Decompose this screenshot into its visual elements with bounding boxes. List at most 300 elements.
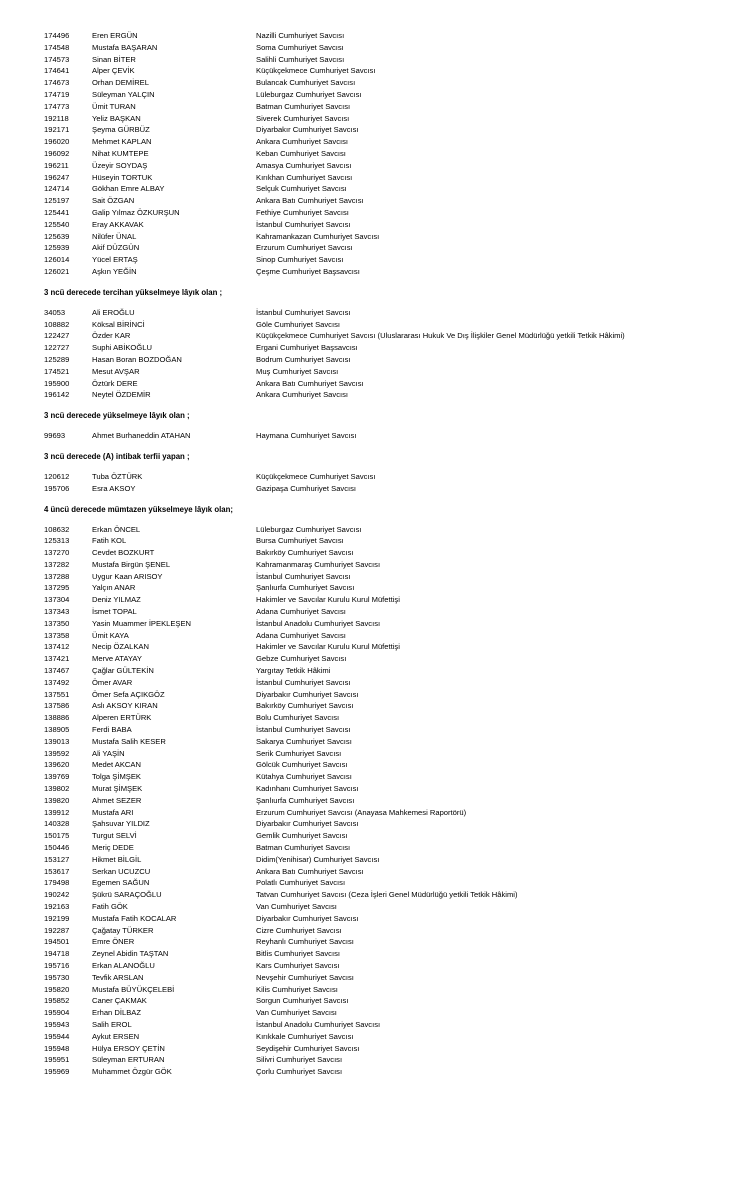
list-item — [0, 712, 746, 724]
position-title: Kırıkkale Cumhuriyet Savcısı — [256, 1031, 354, 1041]
registry-number: 195900 — [44, 378, 70, 388]
registry-number: 125639 — [44, 231, 70, 241]
list-item — [0, 759, 746, 771]
registry-number: 137412 — [44, 642, 70, 652]
list-item — [0, 677, 746, 689]
list-item — [0, 807, 746, 819]
list-item — [0, 972, 746, 984]
person-name: Gökhan Emre ALBAY — [92, 184, 165, 194]
person-name: Ümit TURAN — [92, 101, 136, 111]
position-title: Bakırköy Cumhuriyet Savcısı — [256, 701, 354, 711]
list-item — [0, 101, 746, 113]
list-item — [0, 148, 746, 160]
list-item — [0, 30, 746, 42]
list-item — [0, 195, 746, 207]
registry-number: 195904 — [44, 1008, 70, 1018]
registry-number: 34053 — [44, 307, 66, 317]
person-name: Sait ÖZGAN — [92, 196, 135, 206]
person-name: Köksal BİRİNCİ — [92, 319, 145, 329]
list-item — [0, 266, 746, 278]
person-name: Çağatay TÜRKER — [92, 925, 154, 935]
registry-number: 153617 — [44, 866, 70, 876]
position-title: Kilis Cumhuriyet Savcısı — [256, 984, 338, 994]
registry-number: 196247 — [44, 172, 70, 182]
registry-number: 179498 — [44, 878, 70, 888]
list-item — [0, 319, 746, 331]
registry-number: 137295 — [44, 583, 70, 593]
position-title: Seydişehir Cumhuriyet Savcısı — [256, 1043, 360, 1053]
position-title: Küçükçekmece Cumhuriyet Savcısı — [256, 66, 376, 76]
list-item — [0, 54, 746, 66]
registry-number: 150175 — [44, 831, 70, 841]
position-title: Çeşme Cumhuriyet Başsavcısı — [256, 266, 360, 276]
person-name: Mustafa BÜYÜKÇELEBİ — [92, 984, 175, 994]
registry-number: 137288 — [44, 571, 70, 581]
list-item — [0, 700, 746, 712]
person-name: Hüseyin TORTUK — [92, 172, 153, 182]
position-title: Gölcük Cumhuriyet Savcısı — [256, 760, 348, 770]
position-title: Nazilli Cumhuriyet Savcısı — [256, 31, 345, 40]
registry-number: 174773 — [44, 101, 70, 111]
person-name: Necip ÖZALKAN — [92, 642, 149, 652]
person-name: Nilüfer ÜNAL — [92, 231, 137, 241]
section-heading: 3 ncü derecede yükselmeye lâyık olan ; — [44, 411, 190, 421]
person-name: Esra AKSOY — [92, 483, 136, 493]
list-item — [0, 748, 746, 760]
registry-number: 195852 — [44, 996, 70, 1006]
position-title: Lüleburgaz Cumhuriyet Savcısı — [256, 524, 362, 534]
list-item — [0, 547, 746, 559]
person-name: Alper ÇEVİK — [92, 66, 135, 76]
position-title: Nevşehir Cumhuriyet Savcısı — [256, 972, 354, 982]
position-title: Şanlıurfa Cumhuriyet Savcısı — [256, 583, 355, 593]
position-title: Adana Cumhuriyet Savcısı — [256, 607, 346, 617]
person-name: Mustafa ARI — [92, 807, 134, 817]
list-item — [0, 207, 746, 219]
position-title: Şanlıurfa Cumhuriyet Savcısı — [256, 795, 355, 805]
position-title: Fethiye Cumhuriyet Savcısı — [256, 207, 349, 217]
list-item — [0, 689, 746, 701]
list-item — [0, 254, 746, 266]
position-title: Kadınhanı Cumhuriyet Savcısı — [256, 784, 359, 794]
position-title: İstanbul Cumhuriyet Savcısı — [256, 571, 351, 581]
list-item — [0, 889, 746, 901]
position-title: Cizre Cumhuriyet Savcısı — [256, 925, 342, 935]
registry-number: 124714 — [44, 184, 70, 194]
person-name: Uygur Kaan ARISOY — [92, 571, 163, 581]
list-item — [0, 1066, 746, 1078]
position-title: Gazipaşa Cumhuriyet Savcısı — [256, 483, 357, 493]
position-title: Van Cumhuriyet Savcısı — [256, 1008, 337, 1018]
person-name: Yasin Muammer İPEKLEŞEN — [92, 618, 192, 628]
list-item — [0, 330, 746, 342]
list-item — [0, 594, 746, 606]
position-title: Sorgun Cumhuriyet Savcısı — [256, 996, 349, 1006]
registry-number: 137586 — [44, 701, 70, 711]
list-item — [0, 724, 746, 736]
list-item — [0, 771, 746, 783]
position-title: Bakırköy Cumhuriyet Savcısı — [256, 548, 354, 558]
registry-number: 137358 — [44, 630, 70, 640]
position-title: Ankara Cumhuriyet Savcısı — [256, 137, 349, 147]
person-name: Eray AKKAVAK — [92, 219, 144, 229]
position-title: Kahramanmaraş Cumhuriyet Savcısı — [256, 559, 381, 569]
person-name: Tuba ÖZTÜRK — [92, 471, 143, 481]
list-item — [0, 948, 746, 960]
position-title: İstanbul Anadolu Cumhuriyet Savcısı — [256, 1019, 381, 1029]
list-item — [0, 219, 746, 231]
registry-number: 196211 — [44, 160, 69, 170]
position-title: İstanbul Cumhuriyet Savcısı — [256, 219, 351, 229]
registry-number: 125289 — [44, 354, 70, 364]
position-title: İstanbul Cumhuriyet Savcısı — [256, 725, 351, 735]
position-title: Batman Cumhuriyet Savcısı — [256, 101, 351, 111]
list-item — [0, 242, 746, 254]
person-name: Mustafa Birgün ŞENEL — [92, 559, 171, 569]
list-item — [0, 1054, 746, 1066]
registry-number: 195943 — [44, 1019, 70, 1029]
registry-number: 99693 — [44, 431, 66, 441]
person-name: Yücel ERTAŞ — [92, 255, 138, 265]
registry-number: 150446 — [44, 843, 70, 853]
list-item — [0, 42, 746, 54]
registry-number: 137551 — [44, 689, 70, 699]
position-title: Diyarbakır Cumhuriyet Savcısı — [256, 125, 359, 135]
person-name: Ali YAŞİN — [92, 748, 125, 758]
list-item — [0, 136, 746, 148]
registry-number: 137350 — [44, 618, 70, 628]
list-item — [0, 618, 746, 630]
list-item — [0, 524, 746, 536]
person-name: Caner ÇAKMAK — [92, 996, 147, 1006]
person-name: Mustafa BAŞARAN — [92, 42, 158, 52]
person-name: Salih EROL — [92, 1019, 132, 1029]
list-item — [0, 818, 746, 830]
list-item — [0, 736, 746, 748]
person-name: Çağlar GÜLTEKİN — [92, 666, 154, 676]
position-title: Bodrum Cumhuriyet Savcısı — [256, 354, 351, 364]
position-title: Amasya Cumhuriyet Savcısı — [256, 160, 352, 170]
person-name: Sinan BİTER — [92, 54, 136, 64]
list-item — [0, 1043, 746, 1055]
position-title: Muş Cumhuriyet Savcısı — [256, 366, 339, 376]
position-title: Gemlik Cumhuriyet Savcısı — [256, 831, 348, 841]
person-name: Özder KAR — [92, 331, 131, 341]
position-title: Kars Cumhuriyet Savcısı — [256, 960, 340, 970]
registry-number: 192199 — [44, 913, 70, 923]
list-item — [0, 535, 746, 547]
registry-number: 195716 — [44, 960, 70, 970]
person-name: Ferdi BABA — [92, 725, 132, 735]
person-name: Serkan UCUZCU — [92, 866, 151, 876]
registry-number: 192118 — [44, 113, 69, 123]
person-name: Merve ATAYAY — [92, 654, 142, 664]
registry-number: 196092 — [44, 148, 70, 158]
person-name: Egemen SAĞUN — [92, 878, 150, 888]
list-item — [0, 913, 746, 925]
person-name: Ali EROĞLU — [92, 307, 135, 317]
position-title: Kırıkhan Cumhuriyet Savcısı — [256, 172, 353, 182]
position-title: Erzurum Cumhuriyet Savcısı (Anayasa Mahkemesi Raportörü) — [256, 807, 467, 817]
position-title: Tatvan Cumhuriyet Savcısı (Ceza İşleri Genel Müdürlüğü yetkili Tetkik Hâkimi) — [256, 890, 518, 900]
registry-number: 139820 — [44, 795, 70, 805]
registry-number: 195948 — [44, 1043, 70, 1053]
position-title: Erzurum Cumhuriyet Savcısı — [256, 243, 353, 253]
person-name: Aslı AKSOY KIRAN — [92, 701, 158, 711]
person-name: Şükrü SARAÇOĞLU — [92, 890, 162, 900]
registry-number: 137282 — [44, 559, 70, 569]
list-item — [0, 866, 746, 878]
person-name: Erkan ALANOĞLU — [92, 960, 155, 970]
registry-number: 139912 — [44, 807, 70, 817]
list-item — [0, 936, 746, 948]
position-title: İstanbul Cumhuriyet Savcısı — [256, 677, 351, 687]
position-title: Haymana Cumhuriyet Savcısı — [256, 431, 357, 441]
list-item — [0, 783, 746, 795]
position-title: Adana Cumhuriyet Savcısı — [256, 630, 346, 640]
person-name: Fatih GÖK — [92, 902, 128, 911]
list-item — [0, 471, 746, 483]
position-title: Ergani Cumhuriyet Başsavcısı — [256, 343, 358, 353]
registry-number: 137304 — [44, 595, 70, 605]
list-item — [0, 854, 746, 866]
person-name: Deniz YILMAZ — [92, 595, 141, 605]
document-page — [0, 30, 746, 1078]
person-name: Hasan Boran BOZDOĞAN — [92, 354, 182, 364]
list-item — [0, 1007, 746, 1019]
list-item — [0, 842, 746, 854]
registry-number: 192171 — [44, 125, 70, 135]
position-title: İstanbul Cumhuriyet Savcısı — [256, 307, 351, 317]
list-item — [0, 901, 746, 913]
registry-number: 138905 — [44, 725, 70, 735]
registry-number: 137270 — [44, 548, 70, 558]
position-title: Polatlı Cumhuriyet Savcısı — [256, 878, 346, 888]
position-title: Diyarbakır Cumhuriyet Savcısı — [256, 913, 359, 923]
registry-number: 126021 — [44, 266, 70, 276]
list-item — [0, 653, 746, 665]
person-name: Şahsuvar YILDIZ — [92, 819, 150, 829]
position-title: Yargıtay Tetkik Hâkimi — [256, 666, 331, 676]
registry-number: 196142 — [44, 390, 70, 400]
position-title: Serik Cumhuriyet Savcısı — [256, 748, 342, 758]
registry-number: 195944 — [44, 1031, 70, 1041]
person-name: Emre ÖNER — [92, 937, 135, 947]
list-item — [0, 582, 746, 594]
person-name: Erkan ÖNCEL — [92, 524, 141, 534]
person-name: Mustafa Fatih KOCALAR — [92, 913, 177, 923]
registry-number: 195951 — [44, 1055, 70, 1065]
position-title: Diyarbakır Cumhuriyet Savcısı — [256, 819, 359, 829]
registry-number: 190242 — [44, 890, 70, 900]
registry-number: 108632 — [44, 524, 70, 534]
registry-number: 125540 — [44, 219, 70, 229]
person-name: Muhammet Özgür GÖK — [92, 1067, 172, 1077]
position-title: Gebze Cumhuriyet Savcısı — [256, 654, 347, 664]
registry-number: 153127 — [44, 854, 70, 864]
list-item — [0, 877, 746, 889]
list-item — [0, 65, 746, 77]
person-name: Cevdet BOZKURT — [92, 548, 155, 558]
registry-number: 125939 — [44, 243, 70, 253]
person-name: Aşkın YEĞİN — [92, 266, 137, 276]
list-item — [0, 795, 746, 807]
registry-number: 194501 — [44, 937, 70, 947]
registry-number: 174641 — [44, 66, 70, 76]
list-item — [0, 641, 746, 653]
list-item — [0, 77, 746, 89]
person-name: Neytel ÖZDEMİR — [92, 390, 151, 400]
person-name: Tevfik ARSLAN — [92, 972, 144, 982]
registry-number: 174548 — [44, 42, 70, 52]
registry-number: 195730 — [44, 972, 70, 982]
person-name: Orhan DEMİREL — [92, 78, 149, 88]
list-item — [0, 124, 746, 136]
registry-number: 137343 — [44, 607, 70, 617]
position-title: Salihli Cumhuriyet Savcısı — [256, 54, 345, 64]
person-name: Süleyman YALÇIN — [92, 89, 155, 99]
list-item — [0, 483, 746, 495]
position-title: Didim(Yenihisar) Cumhuriyet Savcısı — [256, 854, 380, 864]
list-item — [0, 160, 746, 172]
registry-number: 138886 — [44, 713, 70, 723]
position-title: Hakimler ve Savcılar Kurulu Kurul Müfettişi — [256, 595, 400, 605]
person-name: Suphi ABİKOĞLU — [92, 343, 152, 353]
position-title: Ankara Batı Cumhuriyet Savcısı — [256, 378, 364, 388]
position-title: Bursa Cumhuriyet Savcısı — [256, 536, 344, 546]
list-item — [0, 389, 746, 401]
position-title: Siverek Cumhuriyet Savcısı — [256, 113, 350, 123]
registry-number: 137421 — [44, 654, 70, 664]
position-title: Kahramankazan Cumhuriyet Savcısı — [256, 231, 380, 241]
position-title: Küçükçekmece Cumhuriyet Savcısı (Uluslararası Hukuk Ve Dış İlişkiler Genel Müdürlüğü yetkili Tetkik Hâkimi) — [256, 331, 625, 341]
person-name: Medet AKCAN — [92, 760, 141, 770]
person-name: Şeyma GÜRBÜZ — [92, 125, 150, 135]
list-item — [0, 925, 746, 937]
list-item — [0, 830, 746, 842]
person-name: Üzeyir SOYDAŞ — [92, 160, 148, 170]
person-name: Erhan DİLBAZ — [92, 1008, 141, 1018]
person-name: Süleyman ERTURAN — [92, 1055, 165, 1065]
registry-number: 108882 — [44, 319, 70, 329]
list-item — [0, 183, 746, 195]
position-title: Bulancak Cumhuriyet Savcısı — [256, 78, 356, 88]
list-item — [0, 113, 746, 125]
person-name: Meriç DEDE — [92, 843, 134, 853]
list-item — [0, 89, 746, 101]
list-item — [0, 630, 746, 642]
person-name: Alperen ERTÜRK — [92, 713, 152, 723]
person-name: Turgut SELVİ — [92, 831, 137, 841]
registry-number: 139802 — [44, 784, 70, 794]
list-item — [0, 1019, 746, 1031]
person-name: Nihat KUMTEPE — [92, 148, 149, 158]
person-name: Yalçın ANAR — [92, 583, 136, 593]
position-title: Lüleburgaz Cumhuriyet Savcısı — [256, 89, 362, 99]
position-title: İstanbul Anadolu Cumhuriyet Savcısı — [256, 618, 381, 628]
person-name: Öztürk DERE — [92, 378, 138, 388]
position-title: Silivri Cumhuriyet Savcısı — [256, 1055, 343, 1065]
list-item — [0, 430, 746, 442]
list-item — [0, 366, 746, 378]
position-title: Sinop Cumhuriyet Savcısı — [256, 255, 344, 265]
list-item — [0, 231, 746, 243]
registry-number: 174573 — [44, 54, 70, 64]
person-name: İsmet TOPAL — [92, 607, 137, 617]
position-title: Van Cumhuriyet Savcısı — [256, 902, 337, 911]
person-name: Murat ŞİMŞEK — [92, 784, 143, 794]
person-name: Ümit KAYA — [92, 630, 129, 640]
registry-number: 125313 — [44, 536, 70, 546]
position-title: Reyhanlı Cumhuriyet Savcısı — [256, 937, 354, 947]
position-title: Ankara Batı Cumhuriyet Savcısı — [256, 196, 364, 206]
registry-number: 125197 — [44, 196, 70, 206]
position-title: Hakimler ve Savcılar Kurulu Kurul Müfettişi — [256, 642, 400, 652]
person-name: Hikmet BİLGİL — [92, 854, 142, 864]
person-name: Mustafa Salih KESER — [92, 736, 166, 746]
position-title: Sakarya Cumhuriyet Savcısı — [256, 736, 352, 746]
list-item — [0, 960, 746, 972]
person-name: Ömer AVAR — [92, 677, 133, 687]
position-title: Çorlu Cumhuriyet Savcısı — [256, 1067, 343, 1077]
registry-number: 192163 — [44, 902, 70, 911]
registry-number: 194718 — [44, 949, 70, 959]
position-title: Göle Cumhuriyet Savcısı — [256, 319, 340, 329]
person-name: Fatih KOL — [92, 536, 127, 546]
list-item — [0, 342, 746, 354]
position-title: Kütahya Cumhuriyet Savcısı — [256, 772, 352, 782]
person-name: Mesut AVŞAR — [92, 366, 140, 376]
person-name: Ömer Sefa AÇIKGÖZ — [92, 689, 165, 699]
registry-number: 195969 — [44, 1067, 70, 1077]
person-name: Aykut ERSEN — [92, 1031, 140, 1041]
list-item — [0, 354, 746, 366]
registry-number: 174521 — [44, 366, 70, 376]
person-name: Yeliz BAŞKAN — [92, 113, 141, 123]
registry-number: 122427 — [44, 331, 70, 341]
list-item — [0, 307, 746, 319]
registry-number: 120612 — [44, 471, 70, 481]
person-name: Mehmet KAPLAN — [92, 137, 152, 147]
person-name: Zeynel Abidin TAŞTAN — [92, 949, 169, 959]
registry-number: 125441 — [44, 207, 70, 217]
position-title: Bolu Cumhuriyet Savcısı — [256, 713, 340, 723]
section-heading: 3 ncü derecede (A) intibak terfii yapan ; — [44, 451, 190, 461]
registry-number: 139620 — [44, 760, 70, 770]
registry-number: 137492 — [44, 677, 70, 687]
position-title: Batman Cumhuriyet Savcısı — [256, 843, 351, 853]
person-name: Tolga ŞİMŞEK — [92, 772, 141, 782]
list-item — [0, 378, 746, 390]
registry-number: 174496 — [44, 31, 70, 40]
registry-number: 174719 — [44, 89, 70, 99]
position-title: Ankara Cumhuriyet Savcısı — [256, 390, 349, 400]
list-item — [0, 984, 746, 996]
list-item — [0, 995, 746, 1007]
list-item — [0, 571, 746, 583]
person-name: Eren ERGÜN — [92, 31, 138, 40]
position-title: Küçükçekmece Cumhuriyet Savcısı — [256, 471, 376, 481]
registry-number: 139592 — [44, 748, 70, 758]
list-item — [0, 172, 746, 184]
registry-number: 140328 — [44, 819, 70, 829]
section-heading: 4 üncü derecede mümtazen yükselmeye lâyık olan; — [44, 504, 233, 514]
position-title: Soma Cumhuriyet Savcısı — [256, 42, 344, 52]
position-title: Bitlis Cumhuriyet Savcısı — [256, 949, 340, 959]
registry-number: 126014 — [44, 255, 70, 265]
registry-number: 139769 — [44, 772, 70, 782]
list-item — [0, 1031, 746, 1043]
